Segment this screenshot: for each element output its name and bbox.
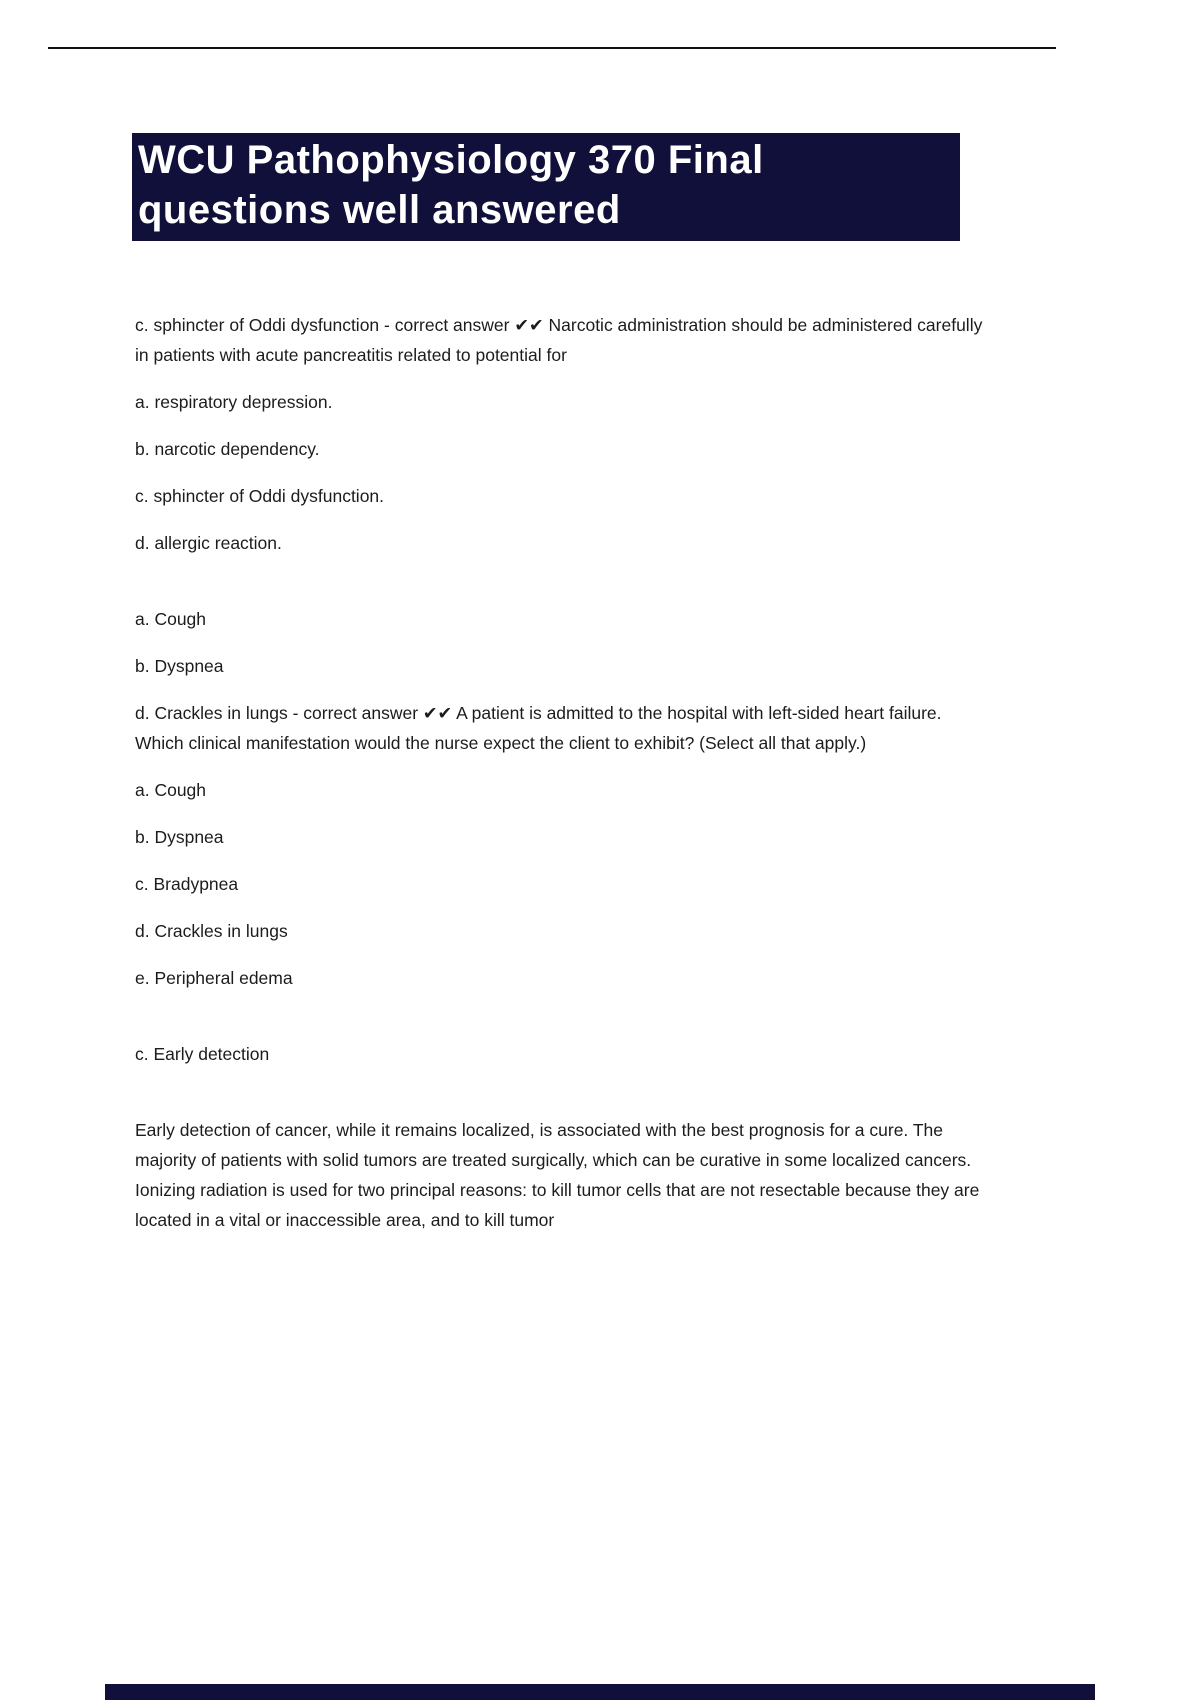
paragraph-option-b-dyspnea-1: b. Dyspnea: [135, 656, 224, 676]
paragraph-option-d-allergic: d. allergic reaction.: [135, 533, 282, 553]
document-title: [138, 135, 950, 235]
footer-bar: [105, 1684, 1095, 1700]
document-title-line-1: WCU Pathophysiology 370 Final: [138, 138, 764, 182]
document-title-line-2: questions well answered: [138, 188, 621, 232]
paragraph-explanation-early-detection: Early detection of cancer, while it remains localized, is associated with the best prognosis for a cure. The majority of patients with solid tumors are treated surgically, which can be curative in some localized cancers. Ionizing radiation is used for two principal reasons: to kill tumor cells that are not resectable because they are located in a vital or inaccessible area, and to kill tumor: [135, 1120, 980, 1230]
paragraph-option-d-crackles: d. Crackles in lungs: [135, 921, 288, 941]
paragraph-answer-early-detection: c. Early detection: [135, 1044, 270, 1064]
paragraph-option-e-peripheral-edema: e. Peripheral edema: [135, 968, 293, 988]
paragraph-question-heart-failure: d. Crackles in lungs - correct answer ✔✔ A patient is admitted to the hospital with left-sided heart failure. Which clinical manifestation would the nurse expect the client to exhibit? (Select all that apply.): [135, 703, 942, 753]
paragraph-option-b-dyspnea-2: b. Dyspnea: [135, 827, 224, 847]
paragraph-option-c-bradypnea: c. Bradypnea: [135, 874, 239, 894]
document-body: [135, 310, 987, 1252]
paragraph-option-a-respiratory: a. respiratory depression.: [135, 392, 333, 412]
document-title-block: [132, 133, 960, 241]
paragraph-question-oddi: c. sphincter of Oddi dysfunction - correct answer ✔✔ Narcotic administration should be administered carefully in patients with acute pancreatitis related to potential for: [135, 315, 983, 365]
paragraph-option-c-oddi: c. sphincter of Oddi dysfunction.: [135, 486, 385, 506]
paragraph-option-a-cough-1: a. Cough: [135, 609, 207, 629]
paragraph-option-b-narcotic: b. narcotic dependency.: [135, 439, 320, 459]
paragraph-option-a-cough-2: a. Cough: [135, 780, 207, 800]
header-rule: [48, 47, 1056, 49]
